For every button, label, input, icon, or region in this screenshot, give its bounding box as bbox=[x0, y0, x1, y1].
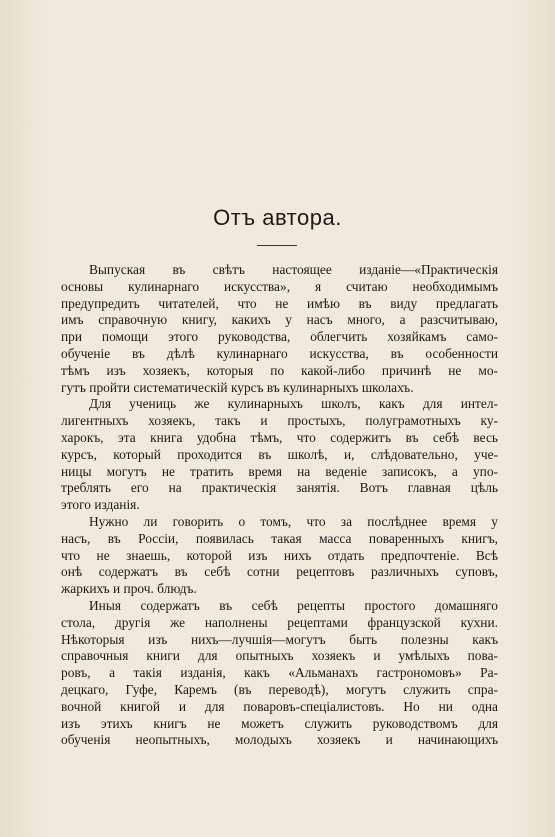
text-line: курсъ, который проходится въ школѣ, и, слѣдовательно, уче- bbox=[61, 446, 498, 462]
chapter-title: Отъ автора. bbox=[213, 205, 342, 230]
text-line: обученія неопытныхъ, молодыхъ хозяекъ и начинающихъ bbox=[61, 732, 498, 748]
text-line: треблять его на практическія занятія. Вотъ главная цѣль bbox=[61, 480, 498, 496]
text-line: при помощи этого руководства, облегчить хозяйкамъ само- bbox=[61, 329, 498, 345]
text-line: онѣ содержатъ въ себѣ сотни рецептовъ различныхъ суповъ, bbox=[61, 564, 498, 580]
text-line: тѣмъ изъ хозяекъ, которыя по какой-либо причинѣ не мо- bbox=[61, 362, 498, 378]
text-line: Выпуская въ свѣтъ настоящее изданіе—«Практическія bbox=[89, 262, 498, 277]
text-line: гутъ пройти систематическій курсъ въ кулинарныхъ школахъ. bbox=[61, 379, 414, 395]
paragraph bbox=[61, 598, 498, 749]
text-line: основы кулинарнаго искусства», я считаю необходимымъ bbox=[61, 278, 498, 294]
text-line: Нужно ли говорить о томъ, что за послѣднее время у bbox=[89, 513, 498, 529]
text-line: справочныя книги для опытныхъ хозяекъ и умѣлыхъ пова- bbox=[61, 648, 498, 664]
paragraph bbox=[61, 262, 498, 396]
text-line: изъ этихъ книгъ не можетъ служить руководствомъ для bbox=[61, 715, 498, 731]
text-line: лигентныхъ хозяекъ, такъ и простыхъ, полуграмотныхъ ку- bbox=[61, 413, 498, 429]
text-line: что не знаешь, которой изъ нихъ отдать предпочтеніе. Всѣ bbox=[61, 547, 498, 563]
paragraph bbox=[61, 396, 498, 514]
text-line: насъ, въ Россіи, появилась такая масса поваренныхъ книгъ, bbox=[61, 530, 498, 546]
text-line: ровъ, а такія изданія, какъ «Альманахъ гастрономовъ» Ра- bbox=[61, 665, 498, 681]
title-divider bbox=[257, 245, 297, 246]
text-line: Для учениць же кулинарныхъ школъ, какъ для интел- bbox=[89, 396, 498, 412]
text-line: имъ справочную книгу, какихъ у насъ много, а разсчитываю, bbox=[61, 312, 498, 328]
text-line: ницы могутъ не тратить время на веденіе записокъ, а упо- bbox=[61, 463, 498, 479]
text-line: жаркихъ и проч. блюдъ. bbox=[61, 581, 197, 597]
text-line: Иныя содержатъ въ себѣ рецепты простого домашняго bbox=[89, 597, 498, 613]
body-text bbox=[61, 262, 498, 749]
text-line: стола, другія же наполнены рецептами французской кухни. bbox=[61, 614, 498, 630]
text-line: предупредить читателей, что не имѣю въ виду предлагать bbox=[61, 295, 498, 311]
text-line: обученіе въ дѣлѣ кулинарнаго искусства, въ особенности bbox=[61, 345, 498, 361]
paragraph bbox=[61, 514, 498, 598]
text-line: децкаго, Гуфе, Каремъ (въ переводѣ), могутъ служить спра- bbox=[61, 681, 498, 697]
text-line: этого изданія. bbox=[61, 497, 140, 513]
text-line: вочной книгой и для поваровъ-спеціалистовъ. Но ни одна bbox=[61, 698, 498, 714]
text-line: Нѣкоторыя изъ нихъ—лучшія—могутъ быть полезны какъ bbox=[61, 631, 498, 647]
text-line: харокъ, эта книга удобна тѣмъ, что содержитъ въ себѣ весь bbox=[61, 429, 498, 445]
